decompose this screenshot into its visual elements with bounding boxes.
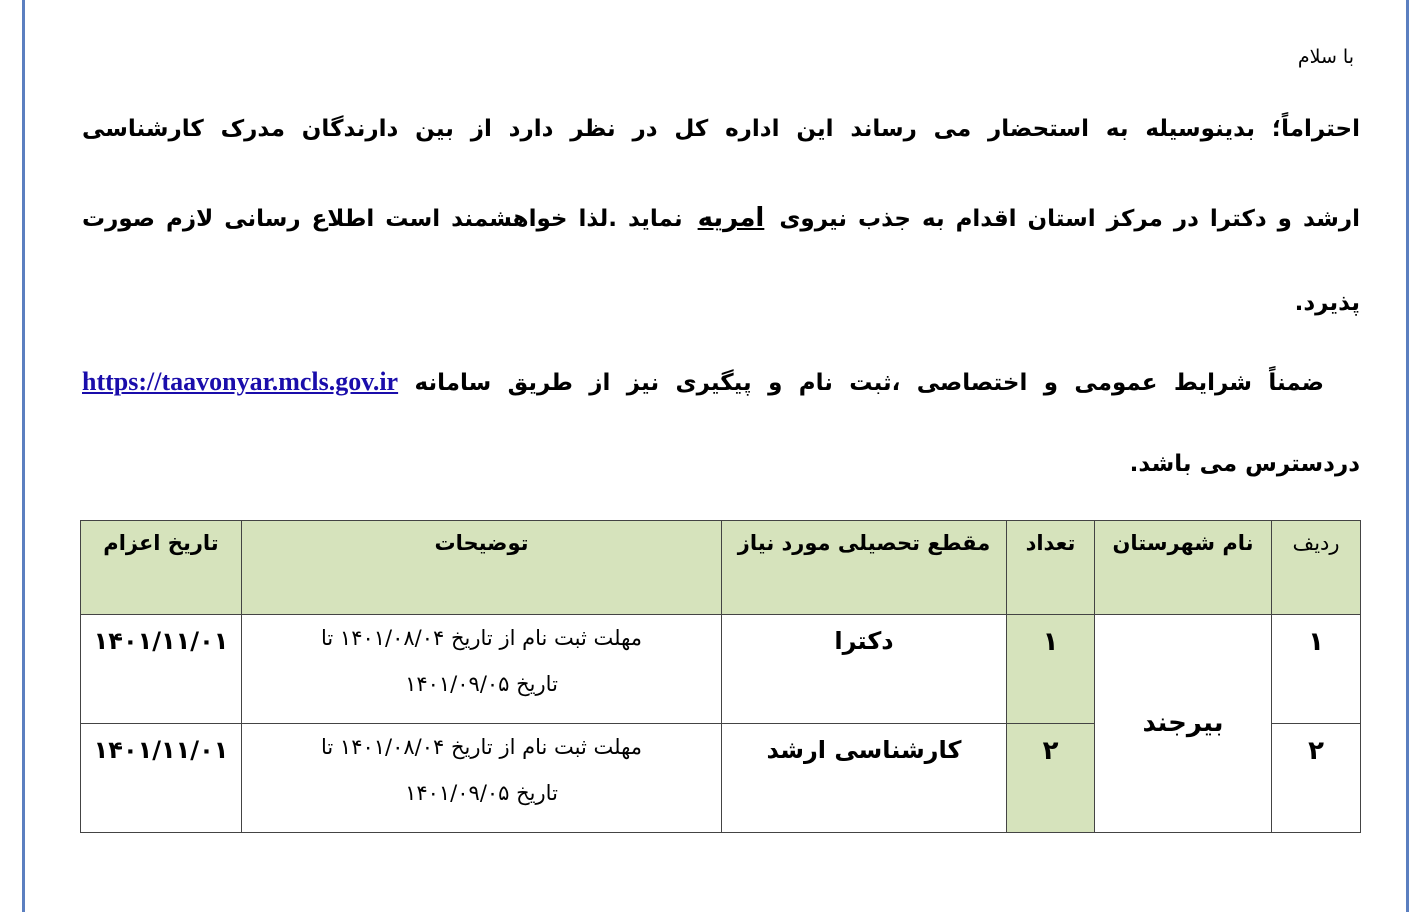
paragraph1-line3: پذیرد.	[1294, 290, 1360, 316]
header-row-no: ردیف	[1272, 521, 1361, 615]
count-cell: ۱	[1007, 615, 1095, 724]
count-cell: ۲	[1007, 724, 1095, 833]
registration-link[interactable]: https://taavonyar.mcls.gov.ir	[82, 367, 399, 396]
paragraph1-line2	[82, 203, 1360, 233]
notes-cell	[242, 615, 722, 724]
degree-cell: کارشناسی ارشد	[722, 724, 1007, 833]
header-count: تعداد	[1007, 521, 1095, 615]
header-city: نام شهرستان	[1095, 521, 1272, 615]
notes-cell	[242, 724, 722, 833]
city-cell: بیرجند	[1095, 615, 1272, 833]
paragraph1-line2-end: نماید .لذا خواهشمند است اطلاع رسانی لازم صورت	[82, 206, 683, 232]
paragraph1-line2-start: ارشد و دکترا در مرکز استان اقدام به جذب نیروی	[779, 206, 1360, 232]
degree-cell: دکترا	[722, 615, 1007, 724]
table-row	[81, 615, 1361, 724]
paragraph2-line2: دردسترس می باشد.	[1129, 451, 1360, 477]
greeting: با سلام	[1297, 46, 1354, 68]
dispatch-date-cell: ۱۴۰۱/۱۱/۰۱	[81, 615, 242, 724]
table-header-row	[81, 521, 1361, 615]
notes-line2: تاریخ ۱۴۰۱/۰۹/۰۵	[405, 672, 558, 696]
header-dispatch-date: تاریخ اعزام	[81, 521, 242, 615]
emphasized-word: امریه	[697, 203, 765, 233]
notes-line2: تاریخ ۱۴۰۱/۰۹/۰۵	[405, 781, 558, 805]
page-border-left	[22, 0, 25, 912]
paragraph2-line1-text: ضمناً شرایط عمومی و اختصاصی ،ثبت نام و پیگیری نیز از طریق سامانه	[414, 370, 1324, 396]
header-notes: توضیحات	[242, 521, 722, 615]
row-no-cell: ۱	[1272, 615, 1361, 724]
notes-line1: مهلت ثبت نام از تاریخ ۱۴۰۱/۰۸/۰۴ تا	[321, 735, 642, 759]
recruitment-table	[80, 520, 1361, 833]
row-no-cell: ۲	[1272, 724, 1361, 833]
header-degree: مقطع تحصیلی مورد نیاز	[722, 521, 1007, 615]
paragraph2-line1	[82, 367, 1360, 397]
page-border-right	[1406, 0, 1409, 912]
notes-line1: مهلت ثبت نام از تاریخ ۱۴۰۱/۰۸/۰۴ تا	[321, 626, 642, 650]
dispatch-date-cell: ۱۴۰۱/۱۱/۰۱	[81, 724, 242, 833]
letter-body	[80, 0, 1360, 912]
paragraph1-line1: احتراماً؛ بدینوسیله به استحضار می رساند این اداره کل در نظر دارد از بین دارندگان مدرک کارشناسی	[82, 116, 1360, 142]
